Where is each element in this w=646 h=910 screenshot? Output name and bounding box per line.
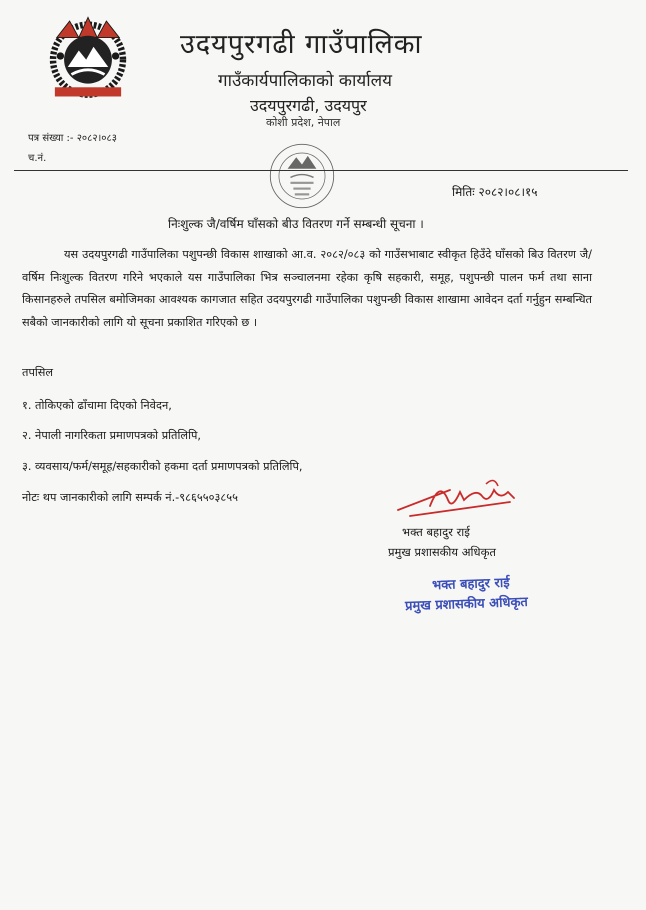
nepal-government-emblem-icon (42, 10, 134, 102)
signatory-designation: प्रमुख प्रशासकीय अधिकृत (388, 545, 496, 559)
notice-body: यस उदयपुरगढी गाउँपालिका पशुपन्छी विकास शाखाको आ.व. २०८२/०८३ को गाउँसभाबाट स्वीकृत हिउँदे घाँसको बिउ वितरण जै/वर्षिम निःशुल्क वितरण गरिने भएकाले यस गाउँपालिका भित्र सञ्चालनमा रहेका कृषि सहकारी, समूह, पशुपन्छी पालन फर्म तथा साना किसानहरुले तपसिल बमोजिमका आवश्यक कागजात सहित उदयपुरगढी गाउँपालिका पशुपन्छी विकास शाखामा आवेदन दर्ता गर्नुहुन सम्बन्धित सबैको जानकारीको लागि यो सूचना प्रकाशित गरिएको छ । (22, 248, 592, 329)
letter-date: मितिः २०८२।०८।१५ (452, 185, 538, 199)
requirement-item: ३. व्यवसाय/फर्म/समूह/सहकारीको हकमा दर्ता प्रमाणपत्रको प्रतिलिपि, (22, 460, 303, 473)
municipality-round-seal-icon (266, 140, 338, 212)
notice-subject: निःशुल्क जै/वर्षिम घाँसको बीउ वितरण गर्ने सम्बन्धी सूचना । (168, 217, 424, 231)
province-line: कोशी प्रदेश, नेपाल (266, 116, 341, 129)
stamp-designation: प्रमुख प्रशासकीय अधिकृत (404, 594, 529, 615)
contact-note: नोटः थप जानकारीको लागि सम्पर्क नं.-९८६५५०३८५५ (22, 491, 238, 504)
stamp-name: भक्त बहादुर राई (431, 575, 510, 594)
signature-icon (390, 470, 530, 522)
office-name: गाउँकार्यपालिकाको कार्यालय (218, 71, 393, 91)
header-divider (14, 170, 628, 171)
requirement-item: २. नेपाली नागरिकता प्रमाणपत्रको प्रतिलिपि, (22, 429, 202, 442)
requirement-item: १. तोकिएको ढाँचामा दिएको निवेदन, (22, 399, 172, 412)
office-location: उदयपुरगढी, उदयपुर (250, 96, 367, 115)
dispatch-number: च.नं. (28, 153, 47, 164)
municipality-name: उदयपुरगढी गाउँपालिका (180, 29, 423, 60)
signatory-name: भक्त बहादुर राई (402, 525, 470, 539)
tapasil-heading: तपसिल (22, 366, 54, 379)
letter-number: पत्र संख्या :- २०८२।०८३ (28, 133, 117, 144)
